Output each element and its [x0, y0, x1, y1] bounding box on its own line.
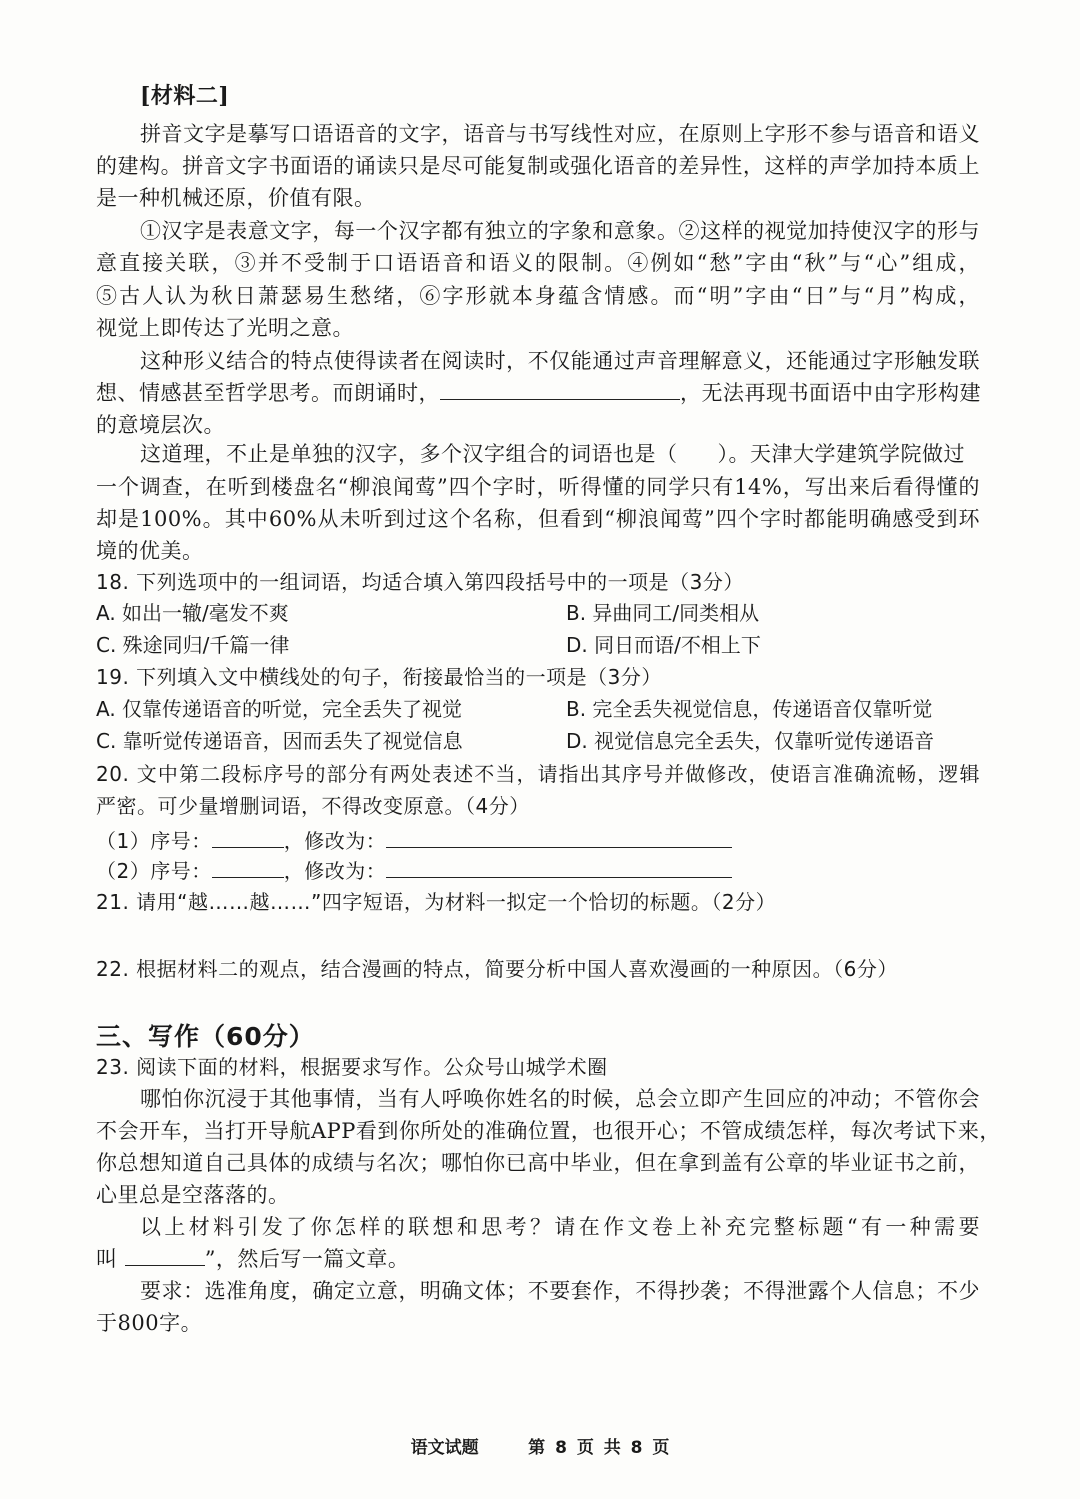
serial-number-blank[interactable]: [212, 855, 284, 878]
text-segment: ）。天津大学建筑学院做过: [717, 442, 965, 466]
title-blank[interactable]: [125, 1243, 205, 1266]
paragraph-line: 拼音文字是摹写口语语音的文字，语音与书写线性对应，在原则上字形不参与语音和语义: [140, 122, 980, 146]
q19-option-c[interactable]: C. 靠听觉传递语音，因而丢失了视觉信息: [96, 729, 463, 753]
paragraph-line: 的意境层次。: [96, 413, 225, 437]
text-segment: 想、情感甚至哲学思考。而朗诵时，: [96, 381, 440, 405]
answer-label: ，修改为：: [283, 829, 387, 853]
paragraph-line-with-paren: [140, 438, 980, 470]
paragraph-line: ①汉字是表意文字，每一个汉字都有独立的字象和意象。②这样的视觉加持使汉字的形与: [140, 219, 980, 243]
question-22-stem: 22. 根据材料二的观点，结合漫画的特点，简要分析中国人喜欢漫画的一种原因。（6分）: [96, 957, 898, 981]
page-footer: [0, 1433, 1080, 1458]
paragraph-line: 一个调查，在听到楼盘名“柳浪闻莺”四个字时，听得懂的同学只有14%，写出来后看得懂的: [96, 475, 980, 499]
text-segment: 这道理，不止是单独的汉字，多个汉字组合的词语也是（: [140, 442, 678, 466]
q19-option-b[interactable]: B. 完全丢失视觉信息，传递语音仅靠听觉: [566, 697, 933, 721]
paragraph-line: 境的优美。: [96, 539, 204, 563]
answer-label: （1）序号：: [96, 829, 212, 853]
revision-blank[interactable]: [386, 825, 732, 848]
paragraph-line: 视觉上即传达了光明之意。: [96, 316, 354, 340]
q18-option-a[interactable]: A. 如出一辙/毫发不爽: [96, 601, 289, 625]
text-segment: ，无法再现书面语中由字形构建: [680, 381, 981, 405]
text-segment: ”，然后写一篇文章。: [204, 1247, 410, 1271]
requirements-line: 于800字。: [96, 1311, 203, 1335]
question-20-stem-cont: 严密。可少量增删词语，不得改变原意。（4分）: [96, 794, 530, 818]
paragraph-line: 以上材料引发了你怎样的联想和思考？请在作文卷上补充完整标题“有一种需要: [140, 1215, 980, 1239]
paragraph-line: 的建构。拼音文字书面语的诵读只是尽可能复制或强化语音的差异性，这样的声学加持本质上: [96, 154, 980, 178]
q20-answer-row-2: [96, 855, 980, 887]
paragraph-line: 意直接关联，③并不受制于口语语音和语义的限制。④例如“愁”字由“秋”与“心”组成，: [96, 251, 980, 275]
footer-page-number: 第 8 页 共 8 页: [528, 1438, 670, 1458]
question-23-stem: 23. 阅读下面的材料，根据要求写作。公众号山城学术圈: [96, 1055, 608, 1079]
paragraph-line: ⑤古人认为秋日萧瑟易生愁绪，⑥字形就本身蕴含情感。而“明”字由“日”与“月”构成，: [96, 284, 980, 308]
text-segment: 叫: [96, 1247, 118, 1271]
serial-number-blank[interactable]: [212, 825, 284, 848]
question-19-stem: 19. 下列填入文中横线处的句子，衔接最恰当的一项是（3分）: [96, 665, 662, 689]
q19-option-a[interactable]: A. 仅靠传递语音的听觉，完全丢失了视觉: [96, 697, 463, 721]
q18-option-b[interactable]: B. 异曲同工/同类相从: [566, 601, 760, 625]
q20-answer-row-1: [96, 825, 980, 857]
paragraph-line: 是一种机械还原，价值有限。: [96, 186, 376, 210]
paragraph-line-with-blank: [96, 377, 980, 409]
revision-blank[interactable]: [386, 855, 732, 878]
q18-option-d[interactable]: D. 同日而语/不相上下: [566, 633, 761, 657]
paragraph-line: 这种形义结合的特点使得读者在阅读时，不仅能通过声音理解意义，还能通过字形触发联: [140, 349, 980, 373]
q19-option-d[interactable]: D. 视觉信息完全丢失，仅靠听觉传递语音: [566, 729, 935, 753]
question-18-stem: 18. 下列选项中的一组词语，均适合填入第四段括号中的一项是（3分）: [96, 570, 744, 594]
question-21-stem: 21. 请用“越……越……”四字短语，为材料一拟定一个恰切的标题。（2分）: [96, 890, 777, 914]
answer-label: ，修改为：: [283, 859, 387, 883]
paragraph-line: 不会开车，当打开导航APP看到你所处的准确位置，也很开心；不管成绩怎样，每次考试下来，: [96, 1119, 1001, 1143]
paragraph-line: 却是100%。其中60%从未听到过这个名称，但看到“柳浪闻莺”四个字时都能明确感受到环: [96, 507, 980, 531]
answer-label: （2）序号：: [96, 859, 212, 883]
material-two-heading: [材料二]: [140, 83, 230, 109]
q18-option-c[interactable]: C. 殊途同归/千篇一律: [96, 633, 290, 657]
paragraph-line: 你总想知道自己具体的成绩与名次；哪怕你已高中毕业，但在拿到盖有公章的毕业证书之前，: [96, 1151, 980, 1175]
paragraph-line-with-blank: [96, 1243, 980, 1275]
footer-subject: 语文试题: [410, 1438, 479, 1458]
fill-blank[interactable]: [440, 377, 680, 400]
question-20-stem: 20. 文中第二段标序号的部分有两处表述不当，请指出其序号并做修改，使语言准确流畅，逻辑: [96, 762, 980, 786]
paragraph-line: 哪怕你沉浸于其他事情，当有人呼唤你姓名的时候，总会立即产生回应的冲动；不管你会: [140, 1087, 980, 1111]
paragraph-line: 心里总是空落落的。: [96, 1183, 290, 1207]
requirements-line: 要求：选准角度，确定立意，明确文体；不要套作，不得抄袭；不得泄露个人信息；不少: [140, 1279, 980, 1303]
section-title: 三、写作（60分）: [96, 1022, 315, 1051]
